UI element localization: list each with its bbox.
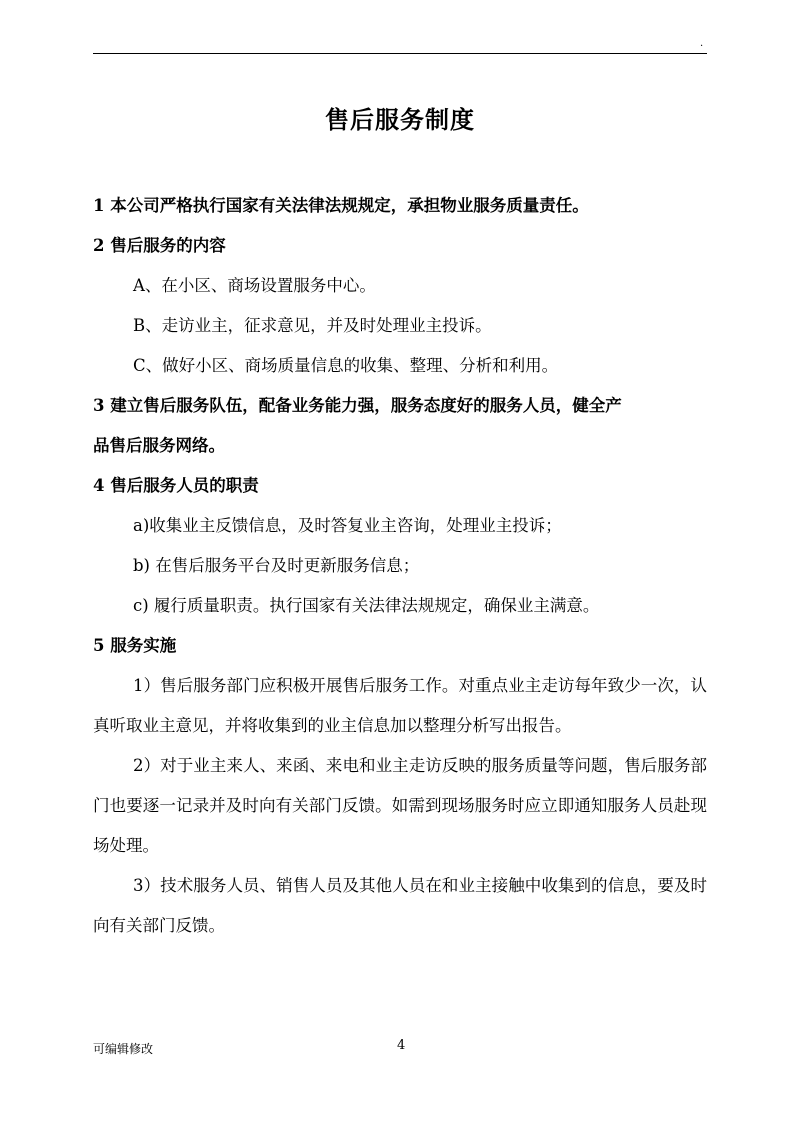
section-5-paragraph-2: 2）对于业主来人、来函、来电和业主走访反映的服务质量等问题，售后服务部门也要逐一记录并及时向有关部门反馈。如需到现场服务时应立即通知服务人员赴现场处理。: [93, 756, 707, 855]
section-4-item-b: b) 在售后服务平台及时更新服务信息；: [133, 556, 420, 575]
section-3-line-1: 3 建立售后服务队伍，配备业务能力强，服务态度好的服务人员，健全产: [93, 396, 622, 415]
header-rule: [93, 53, 707, 54]
section-2-item-c: C、做好小区、商场质量信息的收集、整理、分析和利用。: [133, 356, 559, 375]
section-5-heading: 5 服务实施: [93, 636, 177, 655]
page-number: 4: [397, 1038, 406, 1053]
section-5-paragraph-3: 3）技术服务人员、销售人员及其他人员在和业主接触中收集到的信息，要及时向有关部门反馈。: [93, 876, 707, 935]
document-body: [93, 186, 707, 946]
section-2-item-b: B、走访业主，征求意见，并及时处理业主投诉。: [133, 316, 492, 335]
document-title: 售后服务制度: [325, 105, 475, 134]
footer-note: 可编辑修改: [93, 1042, 154, 1056]
section-3-line-2: 品售后服务网络。: [93, 436, 225, 455]
section-2-heading: 2 售后服务的内容: [93, 236, 226, 255]
section-4-item-c: c) 履行质量职责。执行国家有关法律法规规定，确保业主满意。: [133, 596, 600, 615]
section-4-heading: 4 售后服务人员的职责: [93, 476, 259, 495]
header-mark: .: [700, 38, 704, 49]
section-1: 1 本公司严格执行国家有关法律法规规定，承担物业服务质量责任。: [93, 196, 589, 215]
section-5-paragraph-1: 1）售后服务部门应积极开展售后服务工作。对重点业主走访每年致少一次，认真听取业主意见，并将收集到的业主信息加以整理分析写出报告。: [93, 676, 707, 735]
section-2-item-a: A、在小区、商场设置服务中心。: [133, 276, 376, 295]
section-4-item-a: a)收集业主反馈信息，及时答复业主咨询，处理业主投诉；: [133, 516, 562, 535]
